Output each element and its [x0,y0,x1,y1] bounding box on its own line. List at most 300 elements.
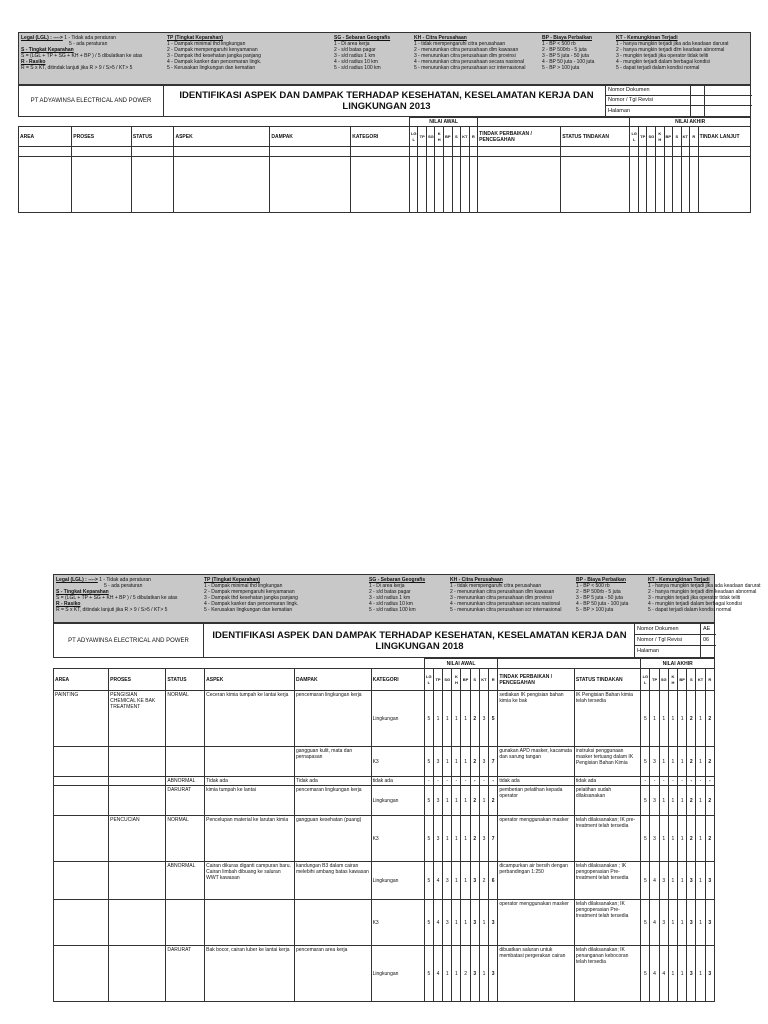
cell-nilai-awal: 3 [443,862,452,900]
legend-lgl-title: Legal (LGL) : ----> [21,35,63,41]
legend-line: 2 - s/d batas pagar [334,47,376,53]
header-bp: BP [444,127,453,147]
cell-nilai-akhir: 1 [678,862,687,900]
cell-nilai-akhir: 2 [687,786,696,816]
cell-nilai-akhir: 5 [641,691,650,747]
legend-line: 1 - tidak mempengaruhi citra perusahaan [414,41,506,47]
cell-tindak-perbaikan: operator menggunakan masker [498,900,575,946]
cell-nilai-akhir: 3 [687,900,696,946]
legend-line: 4 - Dampak kanker dan pencemaran lingk. [167,59,262,65]
cell-dampak: pencemaran lingkungan kerja [294,786,371,816]
cell-status: ABNORMAL [166,862,205,900]
cell-nilai-awal: 1 [443,691,452,747]
cell-status-tindakan: telah dilaksanakan; IK pre-treatment telah tersedia [574,816,640,862]
cell-status: ABNORMAL [166,777,205,786]
cell-nilai-akhir: 3 [705,900,714,946]
table-row [54,900,715,946]
legend-bp [576,577,628,613]
legend-line: 3 - Dampak thd kesehatan jangka panjang [167,53,261,59]
cell-area [54,816,109,862]
cell-nilai-akhir: 3 [659,862,668,900]
cell-dampak: pencemaran area kerja [294,946,371,1002]
table-row [19,157,751,213]
legend-line: 4 - s/d radius 10 km [369,601,413,607]
header-area: AREA [19,127,72,147]
cell-status-tindakan: telah dilaksanakan ; IK pengoperasian Pre-treatment telah tersedia [574,862,640,900]
cell-nilai-awal: 1 [461,862,470,900]
legend-bp-title: BP - Biaya Perbaikan [576,577,626,583]
cell-nilai-awal: 6 [489,862,498,900]
cell-nilai-awal: 3 [433,747,442,777]
cell-kategori: K3 [371,900,424,946]
cell-tindak-perbaikan: operator menggunakan masker [498,816,575,862]
header-s: S [470,669,479,691]
cell-nilai-akhir: - [659,777,668,786]
header-kt: KT [696,669,705,691]
legend-lgl-s-r [56,577,177,613]
legend-line: 3 - menurunkan citra perusahaan dlm provinsi [414,53,516,59]
cell-nilai-awal: 1 [452,747,461,777]
header-r: R [469,127,478,147]
header-kh: K H [668,669,677,691]
legend-line: 4 - menurunkan citra perusahaan secara nasional [414,59,525,65]
header-tp: TP [418,127,427,147]
cell-nilai-awal: 3 [479,747,488,777]
cell-aspek: Pencelupan material ke larutan kimia [205,816,295,862]
header-sg: SG [426,127,435,147]
header-bp: BP [461,669,470,691]
table-row [54,777,715,786]
cell-nilai-awal: 2 [470,747,479,777]
legend-line: 3 - BP 5 juta - 50 juta [542,53,589,59]
legend-line: 3 - s/d radius 1 km [369,595,411,601]
legend-r-line: R = S x KT, ditindak lanjuti jika R > 9 / S>5 / KT> 5 [56,607,168,613]
cell-nilai-akhir: 1 [678,816,687,862]
header-aspek: ASPEK [174,127,270,147]
legend-line: 2 - BP 500rb - 5 juta [542,47,587,53]
meta-label: Nomor / Tgl Revisi [608,97,654,104]
legend-tp [167,35,261,71]
legend-s-title: S - Tingkat Keparahan [56,589,109,595]
cell-tindak-perbaikan: gunakan APD masker, kacamata dan sarung tangan [498,747,575,777]
meta-label: Nomor Dokumen [637,625,679,632]
cell-nilai-akhir: 1 [668,900,677,946]
cell-nilai-awal: 1 [461,691,470,747]
cell-nilai-akhir: 5 [641,786,650,816]
cell-nilai-awal: 1 [443,747,452,777]
meta-label: Nomor Dokumen [608,87,650,94]
legend-lgl-line: 1 - Tidak ada peraturan [99,577,151,583]
header-tindak-perbaikan: TINDAK PERBAIKAN / PENCEGAHAN [478,127,561,147]
legend-sg [334,35,390,71]
legend-r-line: R = S x KT, ditindak lanjuti jika R > 9 / S>5 / KT> 5 [21,65,133,71]
cell-dampak: kandungan B3 dalam cairan melebihi ambang batas kawasan [294,862,371,900]
cell-kategori: Lingkungan [371,691,424,747]
cell-nilai-akhir: 3 [650,747,659,777]
cell-proses [109,946,166,1002]
cell-status-tindakan: tidak ada [574,777,640,786]
cell-nilai-awal: - [452,777,461,786]
legend-tp-title: TP (Tingkat Keparahan) [167,35,223,41]
cell-kategori: K3 [371,747,424,777]
header-status: STATUS [166,669,205,691]
title-line: IDENTIFIKASI ASPEK DAN DAMPAK TERHADAP KESEHATAN, KESELAMATAN KERJA DAN [212,629,627,641]
cell-status: NORMAL [166,691,205,747]
cell-nilai-awal: - [489,777,498,786]
header-spacer [19,118,410,127]
cell-nilai-akhir: 5 [641,862,650,900]
legend-panel [18,32,751,85]
table-row [19,147,751,157]
cell-nilai-akhir: 1 [696,786,705,816]
meta-value [704,106,752,116]
legend-line: 1 - Dampak minimal thd lingkungan [204,583,283,589]
header-kt: KT [461,127,470,147]
cell-nilai-awal: 2 [470,691,479,747]
legend-line: 3 - mungkin terjadi jika operator tidak teliti [616,53,709,59]
legend-line: 1 - Di area kerja [369,583,405,589]
cell-dampak: Tidak ada [294,777,371,786]
document-meta [605,86,752,116]
header-area: AREA [54,669,109,691]
legend-kh-title: KH - Citra Perusahaan [414,35,467,41]
cell-nilai-awal: 4 [433,900,442,946]
cell-nilai-akhir: 2 [687,691,696,747]
header-nilai-awal: NILAI AWAL [409,118,477,127]
title-line: LINGKUNGAN 2018 [375,640,464,652]
document-sheet-2013 [18,32,751,215]
cell-nilai-awal: 1 [479,946,488,1002]
cell-nilai-awal: 3 [489,900,498,946]
cell-nilai-akhir: 2 [705,691,714,747]
cell-nilai-akhir: 1 [668,862,677,900]
cell-nilai-akhir: 1 [678,747,687,777]
header-lgl: LG L [424,669,433,691]
header-sg: SG [659,669,668,691]
document-title [207,624,632,657]
legend-kt-title: KT - Kemungkinan Terjadi [616,35,678,41]
cell-nilai-akhir: - [678,777,687,786]
cell-nilai-awal: 1 [452,786,461,816]
cell-nilai-akhir: - [641,777,650,786]
meta-value [704,96,752,105]
legend-line: 1 - tidak mempengaruhi citra perusahaan [450,583,542,589]
legend-line: 4 - BP 50 juta - 100 juta [576,601,629,607]
header-dampak: DAMPAK [294,669,371,691]
legend-line: 2 - Dampak mempengaruhi kenyamanan [167,47,258,53]
header-tindak-lanjut: TINDAK LANJUT [698,127,750,147]
document-meta [634,624,716,657]
legend-line: 5 - Kerusakan lingkungan dan kematian [204,607,293,613]
cell-nilai-awal: 4 [433,862,442,900]
cell-nilai-awal: 1 [452,946,461,1002]
cell-area [54,862,109,900]
cell-proses [109,786,166,816]
legend-line: 4 - mungkin terjadi dalam berbagai kondisi [648,601,742,607]
cell-nilai-akhir: 1 [668,691,677,747]
legend-kh [414,35,525,71]
cell-nilai-awal: 1 [443,946,452,1002]
table-row [54,747,715,777]
company-name: PT ADYAWINSA ELECTRICAL AND POWER [54,624,204,657]
cell-aspek: Ceceran kimia tumpah ke lantai kerja [205,691,295,747]
header-tp: TP [433,669,442,691]
header-s: S [452,127,461,147]
cell-nilai-awal: 7 [489,816,498,862]
legend-line: 2 - menurunkan citra perusahaan dlm kawasan [414,47,519,53]
header-spacer [54,659,425,669]
legend-line: 5 - dapat terjadi dalam kondisi normal [648,607,732,613]
legend-line: 5 - s/d radius 100 km [334,65,381,71]
table-row [54,862,715,900]
company-name: PT ADYAWINSA ELECTRICAL AND POWER [19,86,164,116]
header-kh: K H [452,669,461,691]
legend-r-title: R - Rasiko [21,59,46,65]
cell-nilai-awal: 2 [489,786,498,816]
cell-dampak: pencemaran lingkungan kerja [294,691,371,747]
cell-nilai-awal: 3 [470,946,479,1002]
cell-aspek: Bak bocor, cairan luber ke lantai kerja [205,946,295,1002]
meta-row [635,646,716,657]
cell-nilai-akhir: 1 [678,691,687,747]
cell-nilai-akhir: - [687,777,696,786]
legend-s-line: S = (LGL + TP + SG + KH + BP ) / 5 dibulatkan ke atas [21,53,143,59]
risk-table [18,117,751,213]
meta-row [606,106,752,116]
cell-area [54,747,109,777]
cell-nilai-awal: - [461,777,470,786]
cell-nilai-awal: 1 [443,816,452,862]
legend-line: 1 - BP < 500 rb [542,41,576,47]
legend-sg [369,577,425,613]
meta-row [635,635,716,646]
header-r: R [705,669,714,691]
cell-nilai-awal: 5 [424,900,433,946]
cell-status: DARURAT [166,946,205,1002]
legend-line: 5 - dapat terjadi dalam kondisi normal [616,65,700,71]
header-s: S [673,127,682,147]
cell-proses: PENGISIAN CHEMICAL KE BAK TREATMENT [109,691,166,747]
header-nilai-awal: NILAI AWAL [424,659,498,669]
cell-nilai-akhir: 1 [668,946,677,1002]
legend-line: 4 - Dampak kanker dan pencemaran lingk. [204,601,299,607]
cell-aspek [205,747,295,777]
cell-nilai-akhir: 1 [659,786,668,816]
cell-status-tindakan: telah dilaksanakan; IK penanganan kebocoran telah tersedia [574,946,640,1002]
header-status: STATUS [131,127,174,147]
header-bp: BP [678,669,687,691]
title-line: IDENTIFIKASI ASPEK DAN DAMPAK TERHADAP KESEHATAN, KESELAMATAN KERJA DAN [179,90,594,101]
legend-line: 3 - menurunkan citra perusahaan dlm provinsi [450,595,552,601]
header-sg: SG [647,127,656,147]
cell-nilai-akhir: - [705,777,714,786]
cell-nilai-akhir: 1 [668,747,677,777]
cell-nilai-awal: 4 [433,946,442,1002]
legend-lgl-line: 1 - Tidak ada peraturan [64,35,116,41]
cell-nilai-awal: 3 [443,900,452,946]
header-nilai-akhir: NILAI AKHIR [630,118,751,127]
risk-table [53,658,715,1002]
cell-area [54,900,109,946]
cell-nilai-awal: 3 [470,900,479,946]
cell-nilai-akhir: - [696,777,705,786]
cell-area [54,786,109,816]
cell-nilai-awal: 5 [424,786,433,816]
legend-kh [450,577,561,613]
legend-line: 4 - BP 50 juta - 100 juta [542,59,595,65]
cell-nilai-akhir: 5 [641,946,650,1002]
cell-tindak-perbaikan: dicampurkan air bersih dengan perbandingan 1:250 [498,862,575,900]
cell-proses [109,900,166,946]
legend-line: 3 - s/d radius 1 km [334,53,376,59]
cell-kategori: Lingkungan [371,946,424,1002]
cell-nilai-awal: 1 [452,816,461,862]
cell-status: NORMAL [166,816,205,862]
cell-nilai-awal: 3 [479,816,488,862]
legend-bp [542,35,594,71]
cell-nilai-akhir: 3 [650,816,659,862]
legend-tp-title: TP (Tingkat Keparahan) [204,577,260,583]
cell-nilai-awal: 2 [479,862,488,900]
cell-nilai-awal: 1 [452,900,461,946]
cell-nilai-akhir: - [650,777,659,786]
cell-proses [109,777,166,786]
cell-nilai-akhir: 1 [696,900,705,946]
cell-tindak-perbaikan: tidak ada [498,777,575,786]
legend-line: 2 - hanya mungkin terjadi dlm keadaan abnormal [616,47,725,53]
legend-bp-title: BP - Biaya Perbaikan [542,35,592,41]
cell-nilai-akhir: 1 [678,946,687,1002]
cell-nilai-akhir: 1 [678,900,687,946]
meta-label: Nomor / Tgl Revisi [637,636,683,643]
cell-aspek: Tidak ada [205,777,295,786]
meta-row [635,624,716,635]
cell-tindak-perbaikan: pemberian pelatihan kepada operator [498,786,575,816]
cell-nilai-akhir: 1 [659,816,668,862]
cell-nilai-awal: 5 [424,946,433,1002]
table-row [54,946,715,1002]
cell-nilai-awal: 2 [461,946,470,1002]
cell-nilai-awal: 5 [424,747,433,777]
cell-nilai-akhir: 4 [650,900,659,946]
header-kh: K H [435,127,444,147]
legend-lgl-line: 5 - ada peraturan [104,583,143,589]
legend-line: 4 - s/d radius 10 km [334,59,378,65]
cell-nilai-akhir: 2 [687,747,696,777]
cell-nilai-awal: 5 [489,691,498,747]
cell-dampak: gangguan kulit, mata dan pernapasan [294,747,371,777]
meta-row [606,96,752,106]
meta-label: Halaman [637,648,660,655]
cell-nilai-akhir: 1 [696,747,705,777]
legend-line: 2 - BP 500rb - 5 juta [576,589,621,595]
header-kategori: KATEGORI [351,127,410,147]
legend-line: 1 - hanya mungkin terjadi jika ada keadaan darurat [648,583,761,589]
cell-nilai-akhir: 2 [705,786,714,816]
table-row [54,691,715,747]
cell-area [54,946,109,1002]
legend-line: 1 - BP < 500 rb [576,583,610,589]
legend-line: 4 - mungkin terjadi dalam berbagai kondisi [616,59,710,65]
legend-line: 4 - menurunkan citra perusahaan secara nasional [450,601,561,607]
cell-proses: PENCUCIAN [109,816,166,862]
cell-nilai-akhir: 4 [659,946,668,1002]
cell-nilai-awal: 2 [470,816,479,862]
header-lgl: LG L [630,127,639,147]
cell-dampak: gangguan kesehatan (puang) [294,816,371,862]
cell-nilai-akhir: 5 [641,900,650,946]
header-spacer [498,659,641,669]
header-r: R [690,127,699,147]
header-kt: KT [681,127,690,147]
header-kt: KT [479,669,488,691]
header-proses: PROSES [72,127,132,147]
legend-line: 5 - menurunkan citra perusahaan scr internasional [450,607,562,613]
cell-nilai-awal: - [433,777,442,786]
document-title [169,86,604,116]
legend-line: 3 - BP 5 juta - 50 juta [576,595,623,601]
legend-kt [616,35,729,71]
cell-nilai-akhir: 2 [705,816,714,862]
table-row [54,786,715,816]
legend-s-title: S - Tingkat Keparahan [21,47,74,53]
cell-nilai-akhir: 1 [659,691,668,747]
legend-line: 1 - hanya mungkin terjadi jika ada keadaan darurat [616,41,729,47]
document-sheet-2018 [53,574,761,1020]
legend-line: 2 - Dampak mempengaruhi kenyamanan [204,589,295,595]
cell-tindak-perbaikan: dibuatkan saluran untuk membatasi pergerakan cairan [498,946,575,1002]
legend-sg-title: SG - Sebaran Geografis [369,577,426,583]
cell-aspek: kimia tumpah ke lantai [205,786,295,816]
header-bp: BP [664,127,673,147]
cell-nilai-akhir: 1 [659,747,668,777]
cell-nilai-awal: 1 [452,691,461,747]
cell-nilai-awal: - [479,777,488,786]
cell-nilai-akhir: 3 [687,862,696,900]
title-bar [18,85,751,117]
legend-line: 5 - BP > 100 juta [576,607,614,613]
cell-status: DARURAT [166,786,205,816]
header-tp: TP [650,669,659,691]
header-spacer [478,118,630,127]
meta-row [606,86,752,96]
cell-tindak-perbaikan: sediakan IK pengisian bahan kimia ke bak [498,691,575,747]
cell-nilai-awal: - [470,777,479,786]
cell-status-tindakan: pelatihan sudah dilaksanakan [574,786,640,816]
cell-nilai-awal: 1 [461,786,470,816]
cell-nilai-akhir: 1 [696,946,705,1002]
legend-panel [53,574,761,623]
cell-nilai-awal: 1 [461,900,470,946]
cell-area [54,777,109,786]
legend-line: 3 - mungkin terjadi jika operator tidak teliti [648,595,741,601]
cell-kategori: Lingkungan [371,862,424,900]
legend-lgl-line: 5 - ada peraturan [69,41,108,47]
cell-status-tindakan: IK Pengisian Bahan kimia telah tersedia [574,691,640,747]
cell-nilai-awal: 3 [489,946,498,1002]
cell-nilai-akhir: 5 [641,816,650,862]
cell-area: PAINTING [54,691,109,747]
legend-line: 5 - BP > 100 juta [542,65,580,71]
legend-r-title: R - Rasiko [56,601,81,607]
legend-tp [204,577,298,613]
header-tp: TP [638,127,647,147]
cell-nilai-awal: 2 [470,786,479,816]
cell-nilai-awal: 1 [452,862,461,900]
table-body [54,691,715,1002]
cell-nilai-awal: 7 [489,747,498,777]
legend-kh-title: KH - Citra Perusahaan [450,577,503,583]
